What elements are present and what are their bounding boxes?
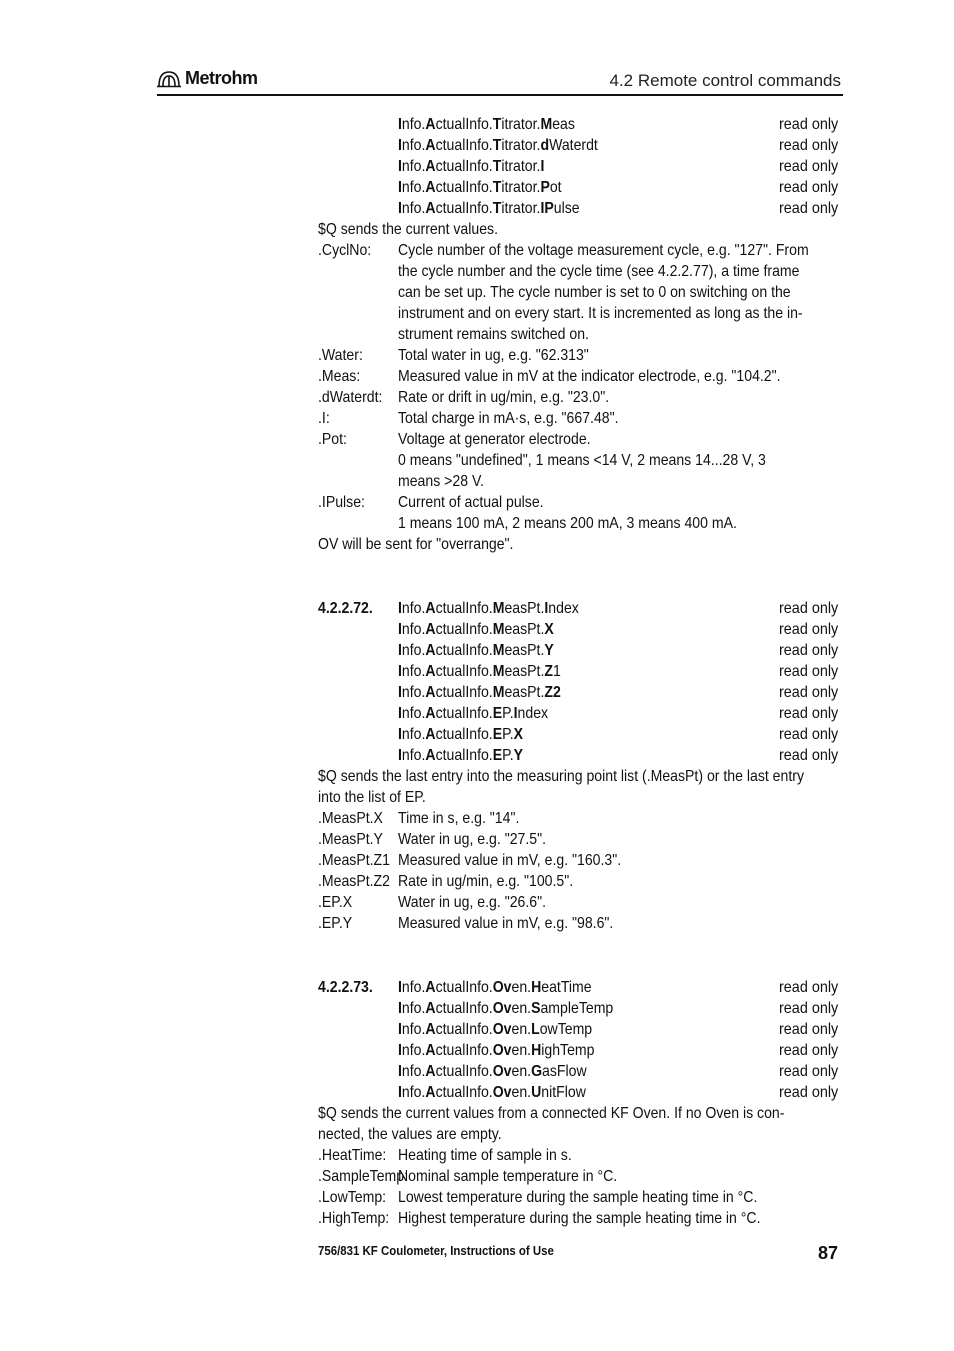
command-segment: U	[531, 1084, 542, 1101]
command-segment: P.	[502, 705, 514, 722]
command-segment: I	[398, 621, 402, 638]
command-name	[398, 661, 561, 682]
command-segment: I	[540, 158, 545, 175]
command-segment: itrator.	[501, 116, 541, 133]
command-segment: I	[513, 705, 518, 722]
command-segment: I	[544, 600, 549, 617]
intro-text: $Q sends the current values.	[318, 221, 499, 238]
command-segment: I	[398, 705, 402, 722]
command-segment: nfo.	[401, 1021, 426, 1038]
command-segment: nfo.	[401, 179, 426, 196]
command-segment: Y	[544, 642, 554, 659]
command-segment: A	[425, 642, 436, 659]
read-only-label: read only	[779, 158, 839, 175]
command-segment: ctualInfo.	[435, 726, 493, 743]
command-segment: M	[492, 621, 505, 638]
field-label: .MeasPt.Z2	[318, 873, 390, 890]
field-label: .SampleTemp:	[318, 1168, 408, 1185]
command-name	[398, 1061, 587, 1082]
command-segment: nfo.	[401, 726, 426, 743]
field-description: Nominal sample temperature in °C.	[398, 1168, 618, 1185]
command-name	[398, 619, 554, 640]
command-segment: itrator.	[501, 137, 541, 154]
section-header-title: 4.2 Remote control commands	[609, 71, 841, 90]
command-name	[398, 1040, 594, 1061]
command-segment: ctualInfo.	[435, 642, 493, 659]
field-label: .Pot:	[318, 431, 347, 448]
command-segment: nitFlow	[541, 1084, 586, 1101]
command-segment: Ov	[492, 1021, 512, 1038]
command-segment: S	[531, 1000, 541, 1017]
command-segment: easPt.	[504, 684, 545, 701]
read-only-label: read only	[779, 726, 839, 743]
command-name	[398, 135, 598, 156]
command-segment: A	[425, 200, 436, 217]
command-segment: I	[398, 600, 402, 617]
command-segment: ctualInfo.	[435, 158, 493, 175]
command-name	[398, 1019, 592, 1040]
command-segment: nfo.	[401, 1000, 426, 1017]
command-segment: E	[492, 726, 503, 743]
command-segment: E	[492, 747, 503, 764]
command-segment: nfo.	[401, 200, 426, 217]
command-segment: ctualInfo.	[435, 116, 493, 133]
section-number: 4.2.2.73.	[318, 979, 373, 996]
field-label: .Meas:	[318, 368, 361, 385]
command-segment: ot	[549, 179, 562, 196]
field-description: Highest temperature during the sample heating time in °C.	[398, 1210, 761, 1227]
footer-page-number: 87	[818, 1243, 839, 1263]
read-only-label: read only	[779, 705, 839, 722]
command-segment: A	[425, 663, 436, 680]
command-segment: ctualInfo.	[435, 979, 493, 996]
command-segment: T	[492, 158, 502, 175]
read-only-label: read only	[779, 663, 839, 680]
field-label: .MeasPt.Y	[318, 831, 383, 848]
read-only-label: read only	[779, 621, 839, 638]
command-segment: nfo.	[401, 1063, 426, 1080]
command-segment: I	[398, 158, 402, 175]
command-segment: nfo.	[401, 705, 426, 722]
command-segment: easPt.	[504, 663, 545, 680]
command-segment: ctualInfo.	[435, 137, 493, 154]
command-segment: 1	[552, 663, 561, 680]
field-description: Rate in ug/min, e.g. "100.5".	[398, 873, 574, 890]
intro-text: $Q sends the last entry into the measuring point list (.MeasPt) or the last entry	[318, 768, 804, 785]
command-name	[398, 156, 544, 177]
field-description: Voltage at generator electrode.	[398, 431, 591, 448]
command-name	[398, 977, 592, 998]
command-segment: en.	[511, 1084, 532, 1101]
field-description: Measured value in mV, e.g. "160.3".	[398, 852, 622, 869]
command-segment: M	[492, 663, 505, 680]
command-segment: nfo.	[401, 600, 426, 617]
command-name	[398, 745, 523, 766]
command-segment: A	[425, 979, 436, 996]
command-segment: itrator.	[501, 179, 541, 196]
command-segment: A	[425, 1084, 436, 1101]
command-segment: nfo.	[401, 137, 426, 154]
command-segment: I	[398, 137, 402, 154]
command-segment: I	[398, 684, 402, 701]
command-segment: A	[425, 1063, 436, 1080]
command-segment: en.	[511, 979, 532, 996]
command-segment: nfo.	[401, 979, 426, 996]
command-segment: H	[531, 1042, 542, 1059]
field-label: .dWaterdt:	[318, 389, 383, 406]
field-description: can be set up. The cycle number is set to 0 on switching on the	[398, 284, 791, 301]
command-segment: ctualInfo.	[435, 1021, 493, 1038]
command-segment: M	[492, 642, 505, 659]
command-segment: A	[425, 726, 436, 743]
command-segment: A	[425, 705, 436, 722]
command-segment: easPt.	[504, 600, 545, 617]
field-description: the cycle number and the cycle time (see 4.2.2.77), a time frame	[398, 263, 800, 280]
read-only-label: read only	[779, 137, 839, 154]
command-segment: ctualInfo.	[435, 621, 493, 638]
command-segment: Ov	[492, 1084, 512, 1101]
read-only-label: read only	[779, 1042, 839, 1059]
command-segment: I	[398, 747, 402, 764]
field-label: .MeasPt.Z1	[318, 852, 390, 869]
command-segment: ampleTemp	[540, 1000, 614, 1017]
command-segment: A	[425, 158, 436, 175]
command-name	[398, 724, 523, 745]
command-segment: eatTime	[541, 979, 592, 996]
field-description: Water in ug, e.g. "26.6".	[398, 894, 547, 911]
command-segment: A	[425, 1021, 436, 1038]
intro-text: nected, the values are empty.	[318, 1126, 502, 1143]
command-segment: easPt.	[504, 642, 545, 659]
field-description: 1 means 100 mA, 2 means 200 mA, 3 means 400 mA.	[398, 515, 737, 532]
field-label: .HeatTime:	[318, 1147, 387, 1164]
command-segment: L	[531, 1021, 540, 1038]
command-segment: I	[398, 726, 402, 743]
read-only-label: read only	[779, 179, 839, 196]
field-label: .I:	[318, 410, 330, 427]
read-only-label: read only	[779, 747, 839, 764]
command-segment: M	[492, 684, 505, 701]
command-segment: ctualInfo.	[435, 1042, 493, 1059]
command-segment: A	[425, 1000, 436, 1017]
field-description: Lowest temperature during the sample heating time in °C.	[398, 1189, 758, 1206]
command-segment: X	[544, 621, 554, 638]
command-segment: ndex	[517, 705, 549, 722]
command-segment: X	[513, 726, 524, 743]
command-segment: E	[492, 705, 503, 722]
command-segment: en.	[511, 1000, 532, 1017]
command-segment: ctualInfo.	[435, 179, 493, 196]
command-segment: I	[398, 200, 402, 217]
command-segment: M	[492, 600, 505, 617]
command-segment: en.	[511, 1021, 532, 1038]
command-segment: ctualInfo.	[435, 600, 493, 617]
command-segment: ctualInfo.	[435, 1063, 493, 1080]
command-segment: itrator.	[501, 200, 541, 217]
command-segment: I	[398, 179, 402, 196]
command-segment: Ov	[492, 1000, 512, 1017]
brand-name: Metrohm	[185, 68, 258, 88]
command-segment: ctualInfo.	[435, 684, 493, 701]
metrohm-logo-icon	[157, 70, 181, 88]
command-segment: Ov	[492, 1042, 512, 1059]
field-description: Time in s, e.g. "14".	[398, 810, 520, 827]
read-only-label: read only	[779, 1084, 839, 1101]
command-name	[398, 598, 579, 619]
read-only-label: read only	[779, 642, 839, 659]
command-segment: A	[425, 684, 436, 701]
command-segment: ctualInfo.	[435, 200, 493, 217]
command-segment: A	[425, 179, 436, 196]
command-segment: nfo.	[401, 1042, 426, 1059]
command-segment: A	[425, 621, 436, 638]
field-label: .IPulse:	[318, 494, 365, 511]
command-segment: IP	[540, 200, 554, 217]
command-segment: I	[398, 979, 402, 996]
command-segment: en.	[511, 1042, 532, 1059]
command-segment: Z2	[544, 684, 561, 701]
command-segment: ctualInfo.	[435, 1084, 493, 1101]
command-segment: I	[398, 642, 402, 659]
command-segment: nfo.	[401, 684, 426, 701]
command-segment: A	[425, 747, 436, 764]
note-text: OV will be sent for "overrange".	[318, 536, 514, 553]
field-description: strument remains switched on.	[398, 326, 589, 343]
field-label: .CyclNo:	[318, 242, 372, 259]
read-only-label: read only	[779, 684, 839, 701]
field-description: instrument and on every start. It is incremented as long as the in-	[398, 305, 803, 322]
read-only-label: read only	[779, 1063, 839, 1080]
command-name	[398, 177, 562, 198]
command-segment: Ov	[492, 1063, 512, 1080]
command-segment: T	[492, 137, 502, 154]
command-segment: nfo.	[401, 158, 426, 175]
field-description: Measured value in mV at the indicator electrode, e.g. "104.2".	[398, 368, 781, 385]
field-label: .MeasPt.X	[318, 810, 383, 827]
command-segment: P	[540, 179, 550, 196]
command-segment: T	[492, 116, 502, 133]
command-segment: I	[398, 1084, 402, 1101]
command-segment: I	[398, 116, 402, 133]
command-segment: nfo.	[401, 116, 426, 133]
command-segment: T	[492, 200, 502, 217]
command-segment: eas	[552, 116, 575, 133]
section-number: 4.2.2.72.	[318, 600, 373, 617]
field-description: 0 means "undefined", 1 means <14 V, 2 means 14...28 V, 3	[398, 452, 766, 469]
intro-text: into the list of EP.	[318, 789, 426, 806]
field-label: .EP.X	[318, 894, 353, 911]
field-description: Measured value in mV, e.g. "98.6".	[398, 915, 614, 932]
command-segment: I	[398, 1063, 402, 1080]
command-segment: nfo.	[401, 642, 426, 659]
command-segment: Z	[544, 663, 553, 680]
command-segment: A	[425, 600, 436, 617]
command-segment: A	[425, 116, 436, 133]
brand-logo	[157, 68, 258, 89]
command-segment: asFlow	[542, 1063, 587, 1080]
command-name	[398, 703, 548, 724]
command-segment: Y	[513, 747, 524, 764]
command-segment: M	[540, 116, 553, 133]
command-name	[398, 114, 575, 135]
command-segment: nfo.	[401, 663, 426, 680]
footer-document-title: 756/831 KF Coulometer, Instructions of Use	[318, 1243, 554, 1258]
field-label: .LowTemp:	[318, 1189, 387, 1206]
command-segment: Waterdt	[549, 137, 598, 154]
field-description: Total water in ug, e.g. "62.313"	[398, 347, 589, 364]
field-description: Current of actual pulse.	[398, 494, 544, 511]
command-segment: nfo.	[401, 747, 426, 764]
command-segment: en.	[511, 1063, 532, 1080]
command-segment: nfo.	[401, 1084, 426, 1101]
command-segment: P.	[502, 726, 514, 743]
command-segment: ulse	[553, 200, 580, 217]
field-description: means >28 V.	[398, 473, 484, 490]
command-segment: owTemp	[539, 1021, 593, 1038]
page-header	[157, 66, 843, 96]
command-segment: Ov	[492, 979, 512, 996]
command-segment: ndex	[548, 600, 579, 617]
command-name	[398, 682, 561, 703]
field-description: Water in ug, e.g. "27.5".	[398, 831, 547, 848]
command-segment: ctualInfo.	[435, 1000, 493, 1017]
read-only-label: read only	[779, 1000, 839, 1017]
field-label: .HighTemp:	[318, 1210, 390, 1227]
command-segment: I	[398, 1042, 402, 1059]
intro-text: $Q sends the current values from a connected KF Oven. If no Oven is con-	[318, 1105, 785, 1122]
command-segment: easPt.	[504, 621, 545, 638]
field-label: .EP.Y	[318, 915, 353, 932]
read-only-label: read only	[779, 1021, 839, 1038]
command-segment: P.	[502, 747, 514, 764]
command-name	[398, 1082, 586, 1103]
command-segment: A	[425, 137, 436, 154]
command-name	[398, 198, 580, 219]
field-description: Rate or drift in ug/min, e.g. "23.0".	[398, 389, 610, 406]
command-name	[398, 998, 613, 1019]
read-only-label: read only	[779, 600, 839, 617]
command-segment: ctualInfo.	[435, 747, 493, 764]
command-segment: T	[492, 179, 502, 196]
command-segment: itrator.	[501, 158, 541, 175]
read-only-label: read only	[779, 116, 839, 133]
command-segment: I	[398, 663, 402, 680]
read-only-label: read only	[779, 200, 839, 217]
command-segment: A	[425, 1042, 436, 1059]
command-segment: ctualInfo.	[435, 705, 493, 722]
field-description: Heating time of sample in s.	[398, 1147, 572, 1164]
command-segment: H	[531, 979, 542, 996]
command-segment: ighTemp	[541, 1042, 595, 1059]
field-description: Total charge in mA·s, e.g. "667.48".	[398, 410, 619, 427]
command-segment: I	[398, 1021, 402, 1038]
command-segment: d	[540, 137, 550, 154]
command-segment: I	[398, 1000, 402, 1017]
field-label: .Water:	[318, 347, 363, 364]
command-segment: G	[531, 1063, 543, 1080]
field-description: Cycle number of the voltage measurement cycle, e.g. "127". From	[398, 242, 809, 259]
command-segment: nfo.	[401, 621, 426, 638]
read-only-label: read only	[779, 979, 839, 996]
command-segment: ctualInfo.	[435, 663, 493, 680]
command-name	[398, 640, 554, 661]
